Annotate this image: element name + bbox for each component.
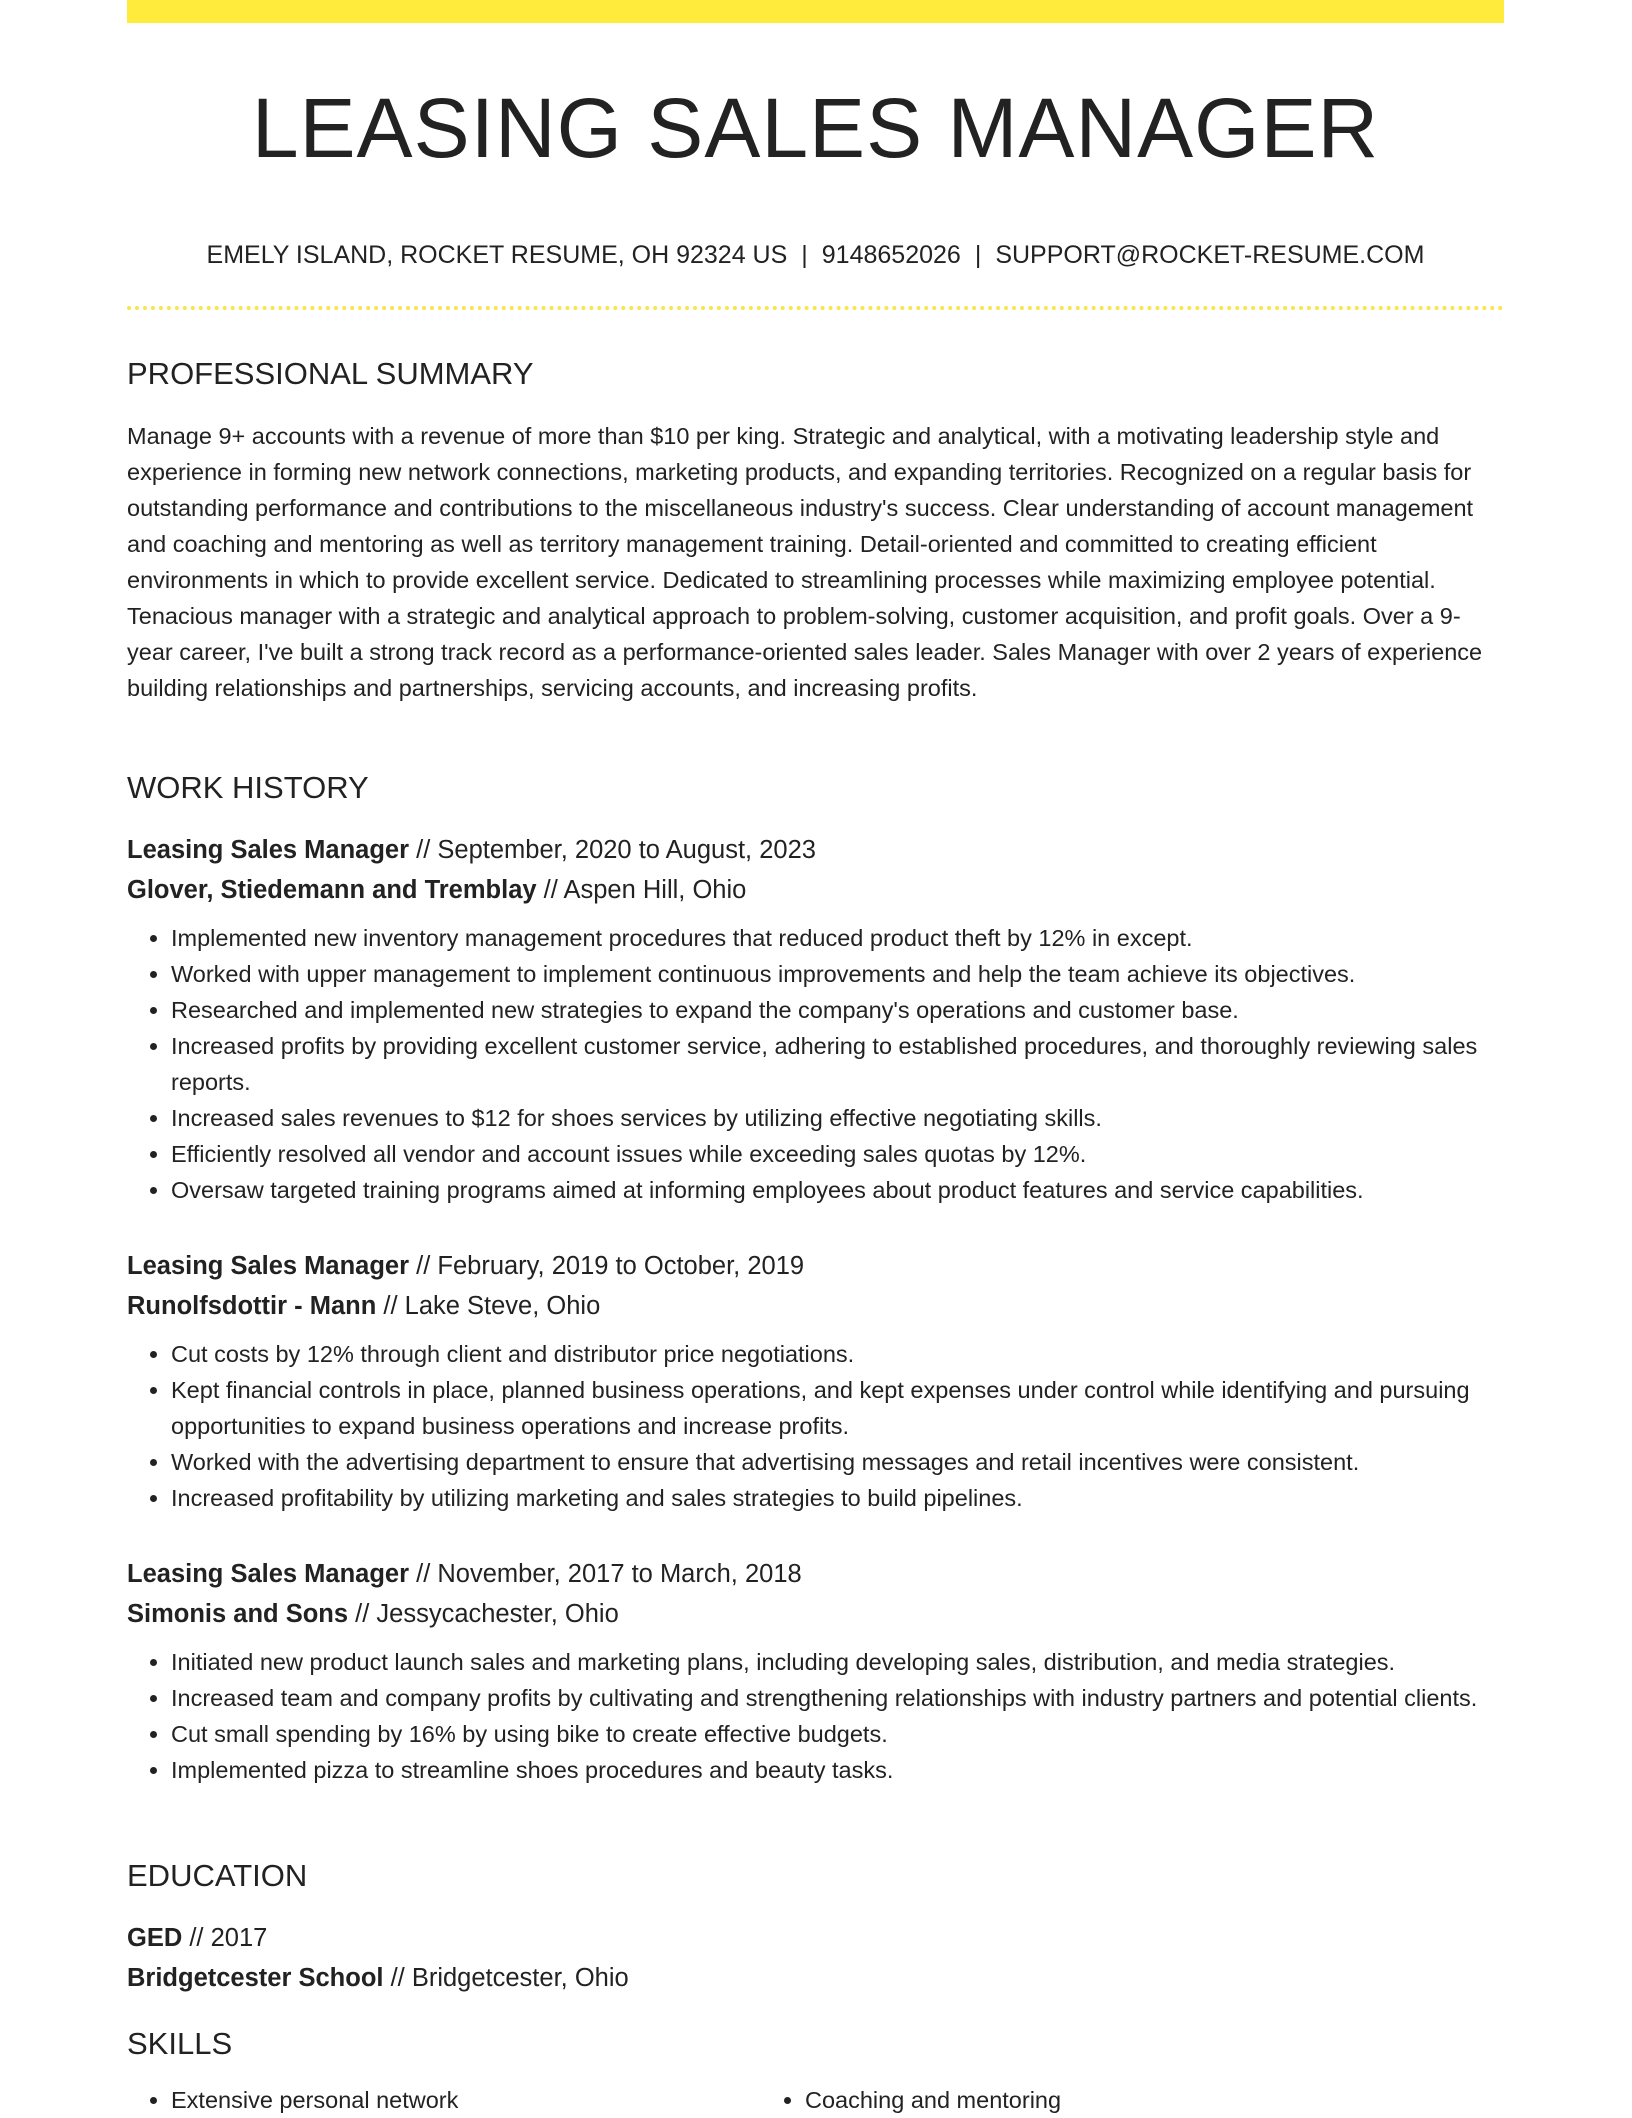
- job-bullet: • Researched and implemented new strategies to expand the company's operations and customer base.: [171, 992, 1504, 1028]
- skill-item: • Coaching and mentoring: [805, 2082, 1395, 2118]
- job-bullet: • Worked with upper management to implement continuous improvements and help the team achieve its objectives.: [171, 956, 1504, 992]
- job-bullet: • Cut small spending by 16% by using bike to create effective budgets.: [171, 1716, 1504, 1752]
- summary-heading: PROFESSIONAL SUMMARY: [127, 356, 534, 391]
- header-divider: [127, 306, 1504, 310]
- job-dates: // November, 2017 to March, 2018: [409, 1560, 802, 1588]
- job-entry: [127, 1246, 1504, 1516]
- job-company-line: [127, 1286, 1504, 1326]
- skills-list: [127, 2082, 1504, 2118]
- contact-address: EMELY ISLAND, ROCKET RESUME, OH 92324 US: [206, 241, 788, 269]
- job-dates: // February, 2019 to October, 2019: [409, 1252, 805, 1280]
- job-location: // Aspen Hill, Ohio: [536, 876, 747, 904]
- job-location: // Lake Steve, Ohio: [376, 1292, 601, 1320]
- job-title-line: [127, 1554, 1504, 1594]
- job-location: // Jessycachester, Ohio: [348, 1600, 619, 1628]
- job-bullet: • Initiated new product launch sales and marketing plans, including developing sales, distribution, and media strategies.: [171, 1644, 1504, 1680]
- skills-column-left: [127, 2082, 761, 2118]
- education-school-line: [127, 1958, 1504, 1998]
- job-company-line: [127, 1594, 1504, 1634]
- skill-item: • Extensive personal network: [171, 2082, 761, 2118]
- job-bullet: • Increased team and company profits by cultivating and strengthening relationships with industry partners and potential clients.: [171, 1680, 1504, 1716]
- education-heading: EDUCATION: [127, 1858, 308, 1893]
- job-bullet: • Worked with the advertising department to ensure that advertising messages and retail incentives were consistent.: [171, 1444, 1504, 1480]
- contact-line: [127, 237, 1504, 273]
- education-entry: [127, 1918, 1504, 1998]
- job-bullet: • Increased profitability by utilizing marketing and sales strategies to build pipelines.: [171, 1480, 1504, 1516]
- job-title-line: [127, 830, 1504, 870]
- job-company: Simonis and Sons: [127, 1600, 349, 1628]
- job-bullet: • Increased sales revenues to $12 for shoes services by utilizing effective negotiating skills.: [171, 1100, 1504, 1136]
- education-location: // Bridgetcester, Ohio: [383, 1964, 629, 1992]
- skills-heading: SKILLS: [127, 2026, 233, 2061]
- job-role: Leasing Sales Manager: [127, 1252, 410, 1280]
- contact-email: SUPPORT@ROCKET-RESUME.COM: [995, 241, 1425, 269]
- accent-bar: [127, 0, 1504, 23]
- job-entry: [127, 830, 1504, 1208]
- job-dates: // September, 2020 to August, 2023: [409, 836, 816, 864]
- job-bullets: [127, 920, 1504, 1208]
- job-bullets: [127, 1336, 1504, 1516]
- job-bullet: • Increased profits by providing excellent customer service, adhering to established procedures, and thoroughly reviewing sales reports.: [171, 1028, 1504, 1100]
- contact-separator: |: [974, 241, 982, 269]
- job-company: Runolfsdottir - Mann: [127, 1292, 377, 1320]
- job-bullet: • Oversaw targeted training programs aimed at informing employees about product features and service capabilities.: [171, 1172, 1504, 1208]
- work-history-heading: WORK HISTORY: [127, 770, 369, 805]
- job-role: Leasing Sales Manager: [127, 836, 410, 864]
- education-degree-line: [127, 1918, 1504, 1958]
- education-school: Bridgetcester School: [127, 1964, 384, 1992]
- job-entry: [127, 1554, 1504, 1788]
- education-degree: GED: [127, 1924, 183, 1952]
- job-title-line: [127, 1246, 1504, 1286]
- contact-phone: 9148652026: [821, 241, 961, 269]
- job-bullet: • Kept financial controls in place, planned business operations, and kept expenses under control while identifying and pursuing opportunities to expand business operations and increase profits.: [171, 1372, 1504, 1444]
- job-bullet: • Implemented pizza to streamline shoes procedures and beauty tasks.: [171, 1752, 1504, 1788]
- job-bullet: • Cut costs by 12% through client and distributor price negotiations.: [171, 1336, 1504, 1372]
- contact-separator: |: [801, 241, 808, 269]
- skills-column-right: [761, 2082, 1395, 2118]
- job-bullets: [127, 1644, 1504, 1788]
- job-role: Leasing Sales Manager: [127, 1560, 410, 1588]
- summary-text: Manage 9+ accounts with a revenue of more than $10 per king. Strategic and analytical, with a motivating leadership style and experience in forming new network connections, marketing products, and expanding territories. Recognized on a regular basis for outstanding performance and contributions to the miscellaneous industry's success. Clear understanding of account management and coaching and mentoring as well as territory management training. Detail-oriented and committed to creating efficient environments in which to provide excellent service. Dedicated to streamlining processes while maximizing employee potential. Tenacious manager with a strategic and analytical approach to problem-solving, customer acquisition, and profit goals. Over a 9-year career, I've built a strong track record as a performance-oriented sales leader. Sales Manager with over 2 years of experience building relationships and partnerships, servicing accounts, and increasing profits.: [127, 423, 1483, 701]
- job-bullet: • Efficiently resolved all vendor and account issues while exceeding sales quotas by 12%.: [171, 1136, 1504, 1172]
- job-company-line: [127, 870, 1504, 910]
- job-bullet: • Implemented new inventory management procedures that reduced product theft by 12% in except.: [171, 920, 1504, 956]
- education-year: // 2017: [182, 1924, 268, 1952]
- job-company: Glover, Stiedemann and Tremblay: [127, 876, 537, 904]
- resume-title: LEASING SALES MANAGER: [251, 81, 1380, 175]
